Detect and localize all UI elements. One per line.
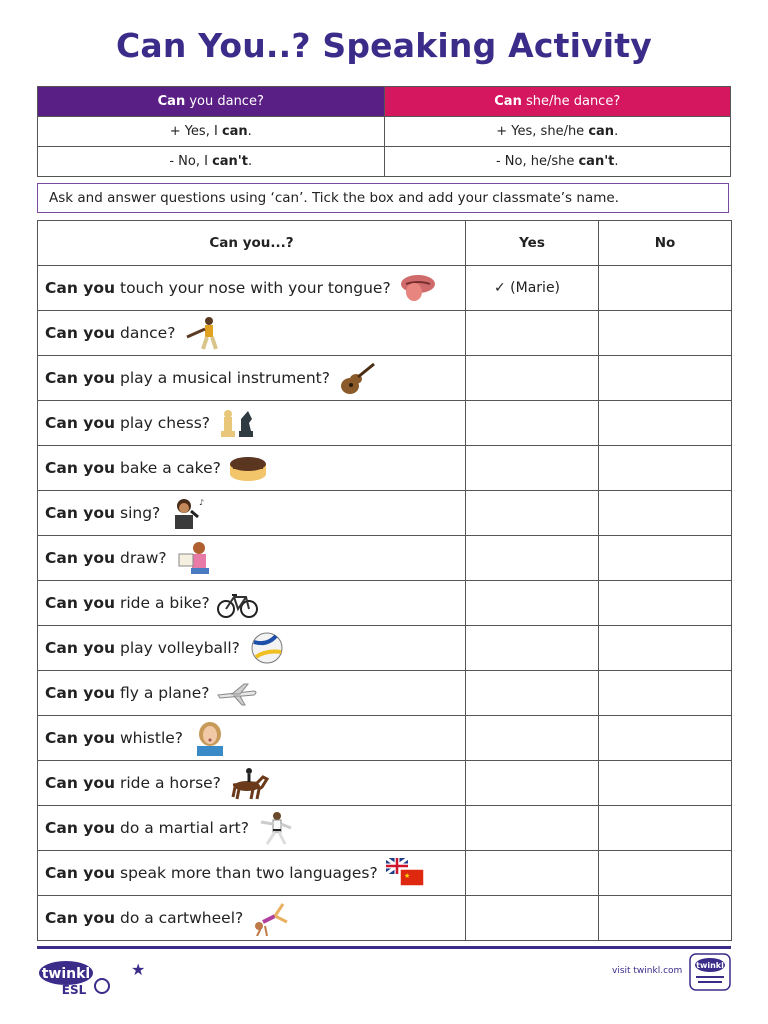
table-row [38,851,732,896]
question-prefix: Can you [45,819,116,837]
yes-checkbox-cell[interactable] [466,851,599,896]
yes-checkbox-cell[interactable] [466,671,599,716]
footer-divider [37,946,731,949]
table-row [38,356,732,401]
chess-icon [216,405,258,441]
karate-icon [255,810,297,846]
yes-checkbox-cell[interactable] [466,716,599,761]
grammar-left-head: Can you dance? [38,87,385,117]
question-cell [38,851,466,896]
volleyball-icon [246,630,288,666]
table-row [38,446,732,491]
yes-checkbox-cell[interactable] [466,761,599,806]
question-cell [38,671,466,716]
whistling-woman-icon [189,720,231,756]
question-text: play volleyball? [115,639,240,657]
column-header-yes: Yes [466,221,599,266]
star-icon: ★ [131,960,146,979]
svg-text:twinkl: twinkl [41,966,91,982]
grammar-left-no: - No, I can't. [38,147,385,177]
cake-icon [227,450,269,486]
table-row [38,671,732,716]
no-checkbox-cell[interactable] [599,401,732,446]
horse-rider-icon [227,765,269,801]
question-text: fly a plane? [115,684,210,702]
table-row [38,581,732,626]
drawing-girl-icon [173,540,215,576]
table-row [38,311,732,356]
yes-checkbox-cell[interactable]: ✓ (Marie) [466,266,599,311]
yes-checkbox-cell[interactable] [466,581,599,626]
column-header-question: Can you...? [38,221,466,266]
question-text: do a martial art? [115,819,249,837]
question-text: sing? [115,504,161,522]
no-checkbox-cell[interactable] [599,311,732,356]
question-cell [38,446,466,491]
table-row [38,761,732,806]
svg-text:twinkl: twinkl [696,961,724,970]
question-prefix: Can you [45,594,116,612]
question-cell [38,581,466,626]
question-cell [38,266,466,311]
grammar-right-head: Can she/he dance? [384,87,731,117]
no-checkbox-cell[interactable] [599,806,732,851]
no-checkbox-cell[interactable] [599,491,732,536]
table-row [38,536,732,581]
flags-icon [384,855,426,891]
yes-checkbox-cell[interactable] [466,626,599,671]
no-checkbox-cell[interactable] [599,671,732,716]
grammar-table [37,86,731,177]
yes-checkbox-cell[interactable] [466,356,599,401]
svg-text:♪: ♪ [199,498,205,507]
no-checkbox-cell[interactable] [599,266,732,311]
table-row [38,716,732,761]
table-row [38,626,732,671]
question-text: bake a cake? [115,459,221,477]
no-checkbox-cell[interactable] [599,896,732,941]
question-text: ride a horse? [115,774,221,792]
question-text: play a musical instrument? [115,369,330,387]
question-prefix: Can you [45,459,116,477]
no-checkbox-cell[interactable] [599,446,732,491]
quality-badge [688,952,732,992]
question-prefix: Can you [45,504,116,522]
question-cell [38,356,466,401]
question-cell [38,491,466,536]
table-row [38,896,732,941]
question-cell [38,806,466,851]
no-checkbox-cell[interactable] [599,716,732,761]
question-cell [38,761,466,806]
guitar-icon [336,360,378,396]
grammar-right-yes: + Yes, she/he can. [384,117,731,147]
twinkl-esl-logo [38,958,118,996]
tongue-icon [397,270,439,306]
question-text: dance? [115,324,176,342]
no-checkbox-cell[interactable] [599,626,732,671]
activity-table [37,220,732,941]
question-text: touch your nose with your tongue? [115,279,391,297]
question-prefix: Can you [45,684,116,702]
column-header-no: No [599,221,732,266]
question-prefix: Can you [45,369,116,387]
visit-link[interactable]: visit twinkl.com [612,966,683,976]
singer-icon [166,495,208,531]
table-row [38,266,732,311]
yes-checkbox-cell[interactable] [466,896,599,941]
question-cell [38,401,466,446]
question-text: draw? [115,549,167,567]
question-cell [38,626,466,671]
question-prefix: Can you [45,864,116,882]
svg-text:★: ★ [403,872,410,880]
yes-checkbox-cell[interactable] [466,491,599,536]
table-row [38,806,732,851]
question-prefix: Can you [45,279,116,297]
question-prefix: Can you [45,729,116,747]
question-text: ride a bike? [115,594,210,612]
grammar-left-yes: + Yes, I can. [38,117,385,147]
bicycle-icon [216,585,258,621]
airplane-icon [216,675,258,711]
yes-checkbox-cell[interactable] [466,401,599,446]
question-cell [38,536,466,581]
table-row [38,491,732,536]
question-cell [38,896,466,941]
question-cell [38,716,466,761]
question-text: whistle? [115,729,184,747]
question-prefix: Can you [45,909,116,927]
no-checkbox-cell[interactable] [599,851,732,896]
cartwheel-icon [249,900,291,936]
yes-checkbox-cell[interactable] [466,311,599,356]
question-text: do a cartwheel? [115,909,244,927]
question-text: speak more than two languages? [115,864,378,882]
question-text: play chess? [115,414,210,432]
table-row [38,401,732,446]
yes-checkbox-cell[interactable] [466,536,599,581]
no-checkbox-cell[interactable] [599,356,732,401]
no-checkbox-cell[interactable] [599,761,732,806]
question-prefix: Can you [45,324,116,342]
instruction-box: Ask and answer questions using ‘can’. Tick the box and add your classmate’s name. [37,183,729,213]
no-checkbox-cell[interactable] [599,536,732,581]
question-prefix: Can you [45,414,116,432]
grammar-right-no: - No, he/she can't. [384,147,731,177]
dancer-icon [181,315,223,351]
yes-checkbox-cell[interactable] [466,446,599,491]
question-prefix: Can you [45,774,116,792]
no-checkbox-cell[interactable] [599,581,732,626]
question-prefix: Can you [45,549,116,567]
question-cell [38,311,466,356]
yes-checkbox-cell[interactable] [466,806,599,851]
question-prefix: Can you [45,639,116,657]
page-title: Can You..? Speaking Activity [115,26,652,65]
svg-text:ESL: ESL [61,983,87,996]
